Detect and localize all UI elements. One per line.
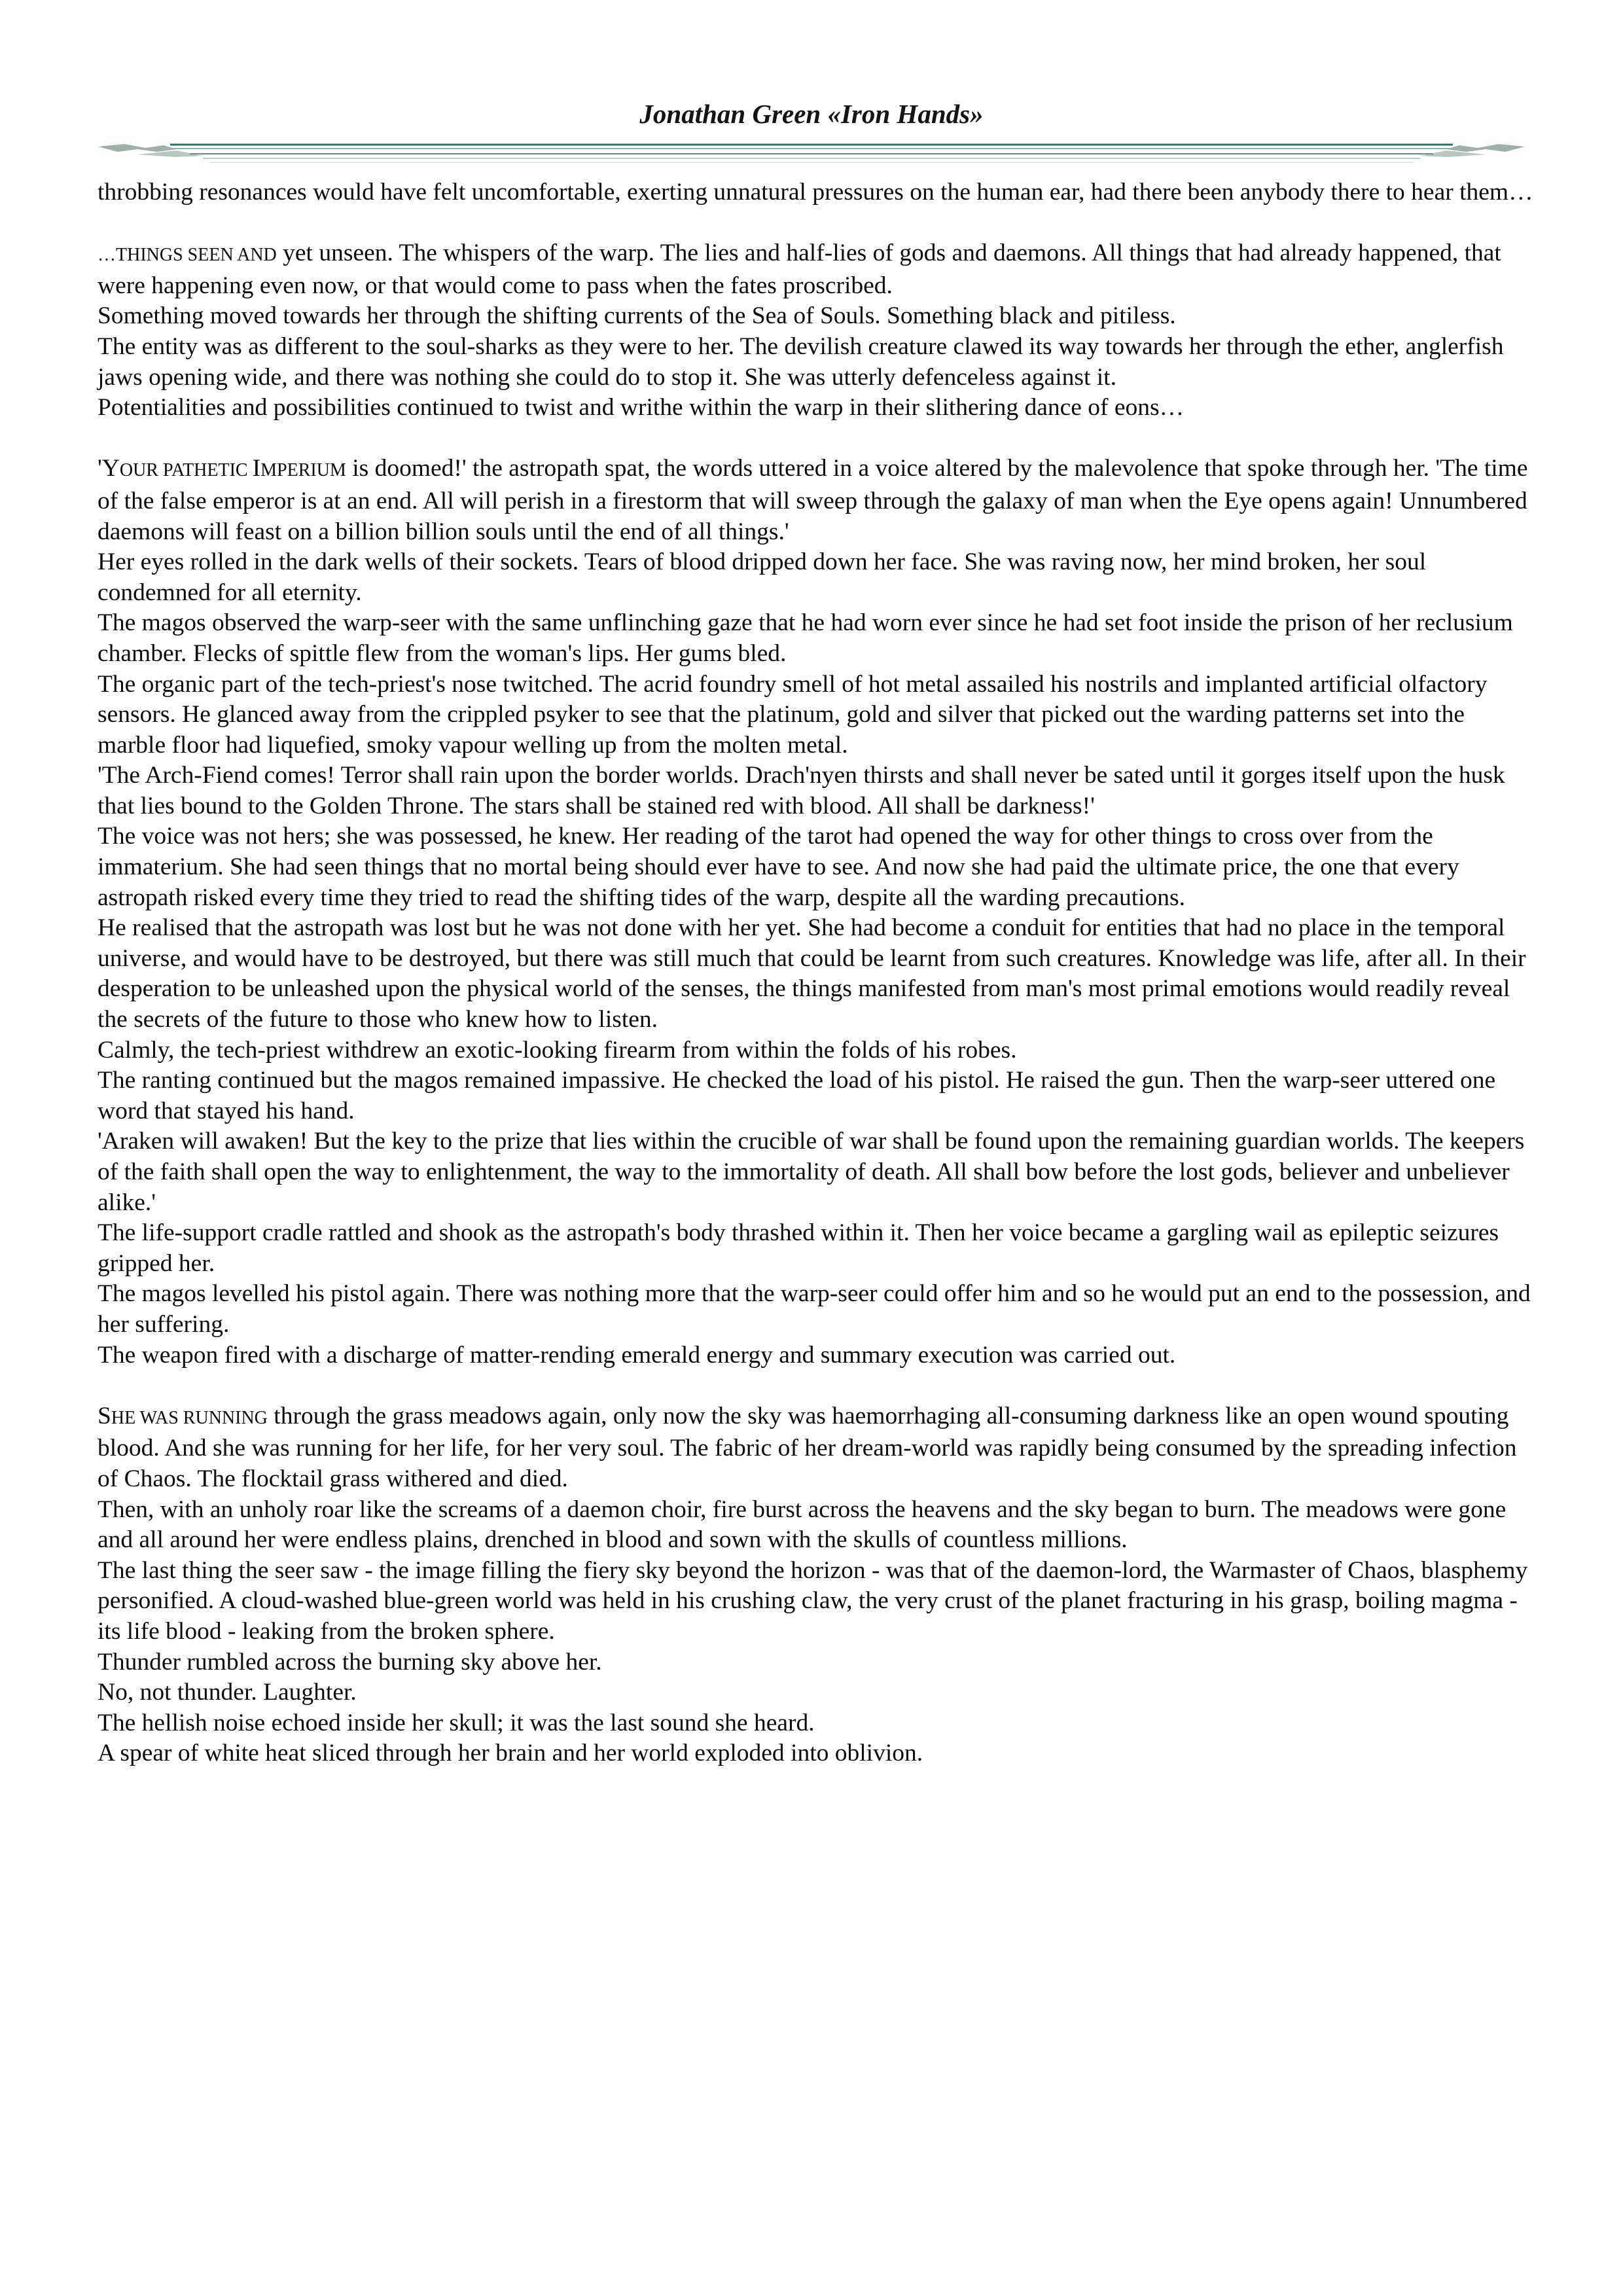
- paragraph: SHE WAS RUNNING through the grass meadows again, only now the sky was haemorrhaging all-consuming darkness like an open wound spouting blood. And she was running for her life, for her very soul. The fabric of her dream-world was rapidly being consumed by the spreading infection of Chaos. The flocktail grass withered and died.: [98, 1402, 1517, 1492]
- paragraph: The hellish noise echoed inside her skull; it was the last sound she heard.: [98, 1709, 815, 1736]
- small-caps-lead: OUR PATHETIC: [119, 460, 253, 481]
- paragraph: …THINGS SEEN AND yet unseen. The whispers of the warp. The lies and half-lies of gods and daemons. All things that had already happened, that were happening even now, or that would come to pass when the fates proscribed.: [98, 240, 1501, 299]
- paragraph: The entity was as different to the soul-sharks as they were to her. The devilish creature clawed its way towards her through the ether, anglerfish jaws opening wide, and there was nothing she could do to stop it. She was utterly defenceless against it.: [98, 332, 1504, 391]
- paragraph: 'Araken will awaken! But the key to the prize that lies within the crucible of war shall be found upon the remaining guardian worlds. The keepers of the faith shall open the way to enlightenment, the way to the immortality of death. All shall bow before the lost gods, believer and unbeliever alike.': [98, 1128, 1525, 1216]
- small-caps-lead: HE WAS RUNNING: [111, 1407, 268, 1428]
- paragraph: Something moved towards her through the shifting currents of the Sea of Souls. Something black and pitiless.: [98, 302, 1176, 330]
- paragraph: The voice was not hers; she was possessed, he knew. Her reading of the tarot had opened the way for other things to cross over from the immaterium. She had seen things that no mortal being should ever have to see. And now she had paid the ultimate price, the one that every astropath risked every time they tried to read the shifting tides of the warp, despite all the warding precautions.: [98, 823, 1459, 911]
- paragraph: The weapon fired with a discharge of matter-rending emerald energy and summary execution was carried out.: [98, 1341, 1176, 1369]
- paragraph: Calmly, the tech-priest withdrew an exotic-looking firearm from within the folds of his robes.: [98, 1036, 1017, 1064]
- paragraph: Potentialities and possibilities continued to twist and writhe within the warp in their slithering dance of eons…: [98, 394, 1185, 422]
- paragraph: A spear of white heat sliced through her brain and her world exploded into oblivion.: [98, 1740, 923, 1767]
- small-caps-lead: …THINGS SEEN AND: [98, 245, 277, 266]
- paragraph: Her eyes rolled in the dark wells of their sockets. Tears of blood dripped down her face. She was raving now, her mind broken, her soul condemned for all eternity.: [98, 548, 1427, 606]
- paragraph: Then, with an unholy roar like the screams of a daemon choir, fire burst across the heavens and the sky began to burn. The meadows were gone and all around her were endless plains, drenched in blood and sown with the skulls of countless millions.: [98, 1496, 1507, 1554]
- main-text: [98, 177, 1537, 1769]
- paragraph: The last thing the seer saw - the image filling the fiery sky beyond the horizon - was that of the daemon-lord, the Warmaster of Chaos, blasphemy personified. A cloud-washed blue-green world was held in his crushing claw, the very crust of the planet fracturing in his grasp, boiling magma - its life blood - leaking from the broken sphere.: [98, 1556, 1528, 1645]
- paragraph: The organic part of the tech-priest's nose twitched. The acrid foundry smell of hot metal assailed his nostrils and implanted artificial olfactory sensors. He glanced away from the crippled psyker to see that the platinum, gold and silver that picked out the warding patterns set into the marble floor had liquefied, smoky vapour welling up from the molten metal.: [98, 670, 1488, 759]
- paragraph: The magos observed the warp-seer with the same unflinching gaze that he had worn ever since he had set foot inside the prison of her reclusium chamber. Flecks of spittle flew from the woman's lips. Her gums bled.: [98, 609, 1513, 667]
- paragraph: The ranting continued but the magos remained impassive. He checked the load of his pistol. He raised the gun. Then the warp-seer uttered one word that stayed his hand.: [98, 1067, 1496, 1124]
- running-header-title: Jonathan Green «Iron Hands»: [639, 99, 984, 129]
- paragraph: No, not thunder. Laughter.: [98, 1679, 357, 1706]
- paragraph: 'The Arch-Fiend comes! Terror shall rain upon the border worlds. Drach'nyen thirsts and shall never be sated until it gorges itself upon the husk that lies bound to the Golden Throne. The stars shall be stained red with blood. All shall be darkness!': [98, 762, 1505, 819]
- small-caps-lead: MPERIUM: [260, 460, 346, 481]
- paragraph: The life-support cradle rattled and shook as the astropath's body thrashed within it. Then her voice became a gargling wail as epileptic seizures gripped her.: [98, 1219, 1499, 1277]
- text-section: [98, 238, 1537, 423]
- paragraph: throbbing resonances would have felt uncomfortable, exerting unnatural pressures on the human ear, had there been anybody there to hear them…: [98, 179, 1533, 206]
- text-section: [98, 1401, 1537, 1769]
- text-section: [98, 177, 1537, 208]
- paragraph: Thunder rumbled across the burning sky above her.: [98, 1648, 602, 1676]
- decorative-header-rule: [98, 135, 1525, 166]
- paragraph: The magos levelled his pistol again. There was nothing more that the warp-seer could offer him and so he would put an end to the possession, and her suffering.: [98, 1280, 1531, 1338]
- paragraph: 'YOUR PATHETIC IMPERIUM is doomed!' the astropath spat, the words uttered in a voice altered by the malevolence that spoke through her. 'The time of the false emperor is at an end. All will perish in a firestorm that will sweep through the galaxy of man when the Eye opens again! Unnumbered daemons will feast on a billion billion souls until the end of all things.': [98, 455, 1528, 545]
- text-section: [98, 454, 1537, 1371]
- paragraph: He realised that the astropath was lost but he was not done with her yet. She had become a conduit for entities that had no place in the temporal universe, and would have to be destroyed, but there was still much that could be learnt from such creatures. Knowledge was life, after all. In their desperation to be unleashed upon the physical world of the senses, the things manifested from man's most primal emotions would readily reveal the secrets of the future to those who knew how to listen.: [98, 914, 1526, 1033]
